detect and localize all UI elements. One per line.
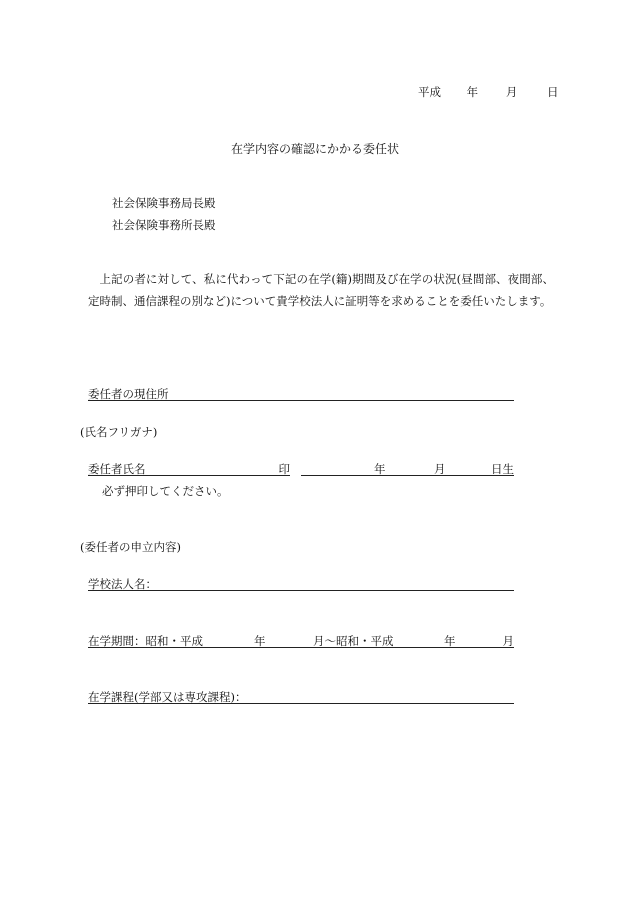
birth-day: 日生: [491, 462, 514, 476]
period-label: 在学期間：昭和・平成: [88, 634, 203, 648]
addressee-bureau: 社会保険事務局長殿: [112, 196, 216, 210]
school-corporation-label: 学校法人名：: [88, 577, 157, 591]
date-era: 平成: [418, 85, 441, 99]
name-kana-label: (氏名フリガナ): [80, 425, 158, 439]
birth-date-field: [301, 461, 514, 476]
delegation-statement: 上記の者に対して、私に代わって下記の在学(籍)期間及び在学の状況(昼間部、夜間部、定時制、通信課程の別など)について貴学校法人に証明等を求めることを委任いたします。: [88, 272, 554, 308]
course-label: 在学課程(学部又は専攻課程)：: [88, 690, 247, 704]
birth-year: 年: [374, 462, 386, 476]
date-day: 日: [546, 85, 559, 99]
signature-row: [88, 461, 514, 475]
period-month-start: 月〜昭和・平成: [313, 634, 394, 648]
delegator-name-field: [88, 461, 290, 476]
period-year-end: 年: [444, 634, 456, 648]
period-year-start: 年: [254, 634, 266, 648]
declaration-heading: (委任者の申立内容): [80, 540, 181, 554]
period-month-end: 月: [502, 634, 514, 648]
seal-mark: 印: [278, 462, 290, 476]
birth-month: 月: [434, 462, 446, 476]
document-title: 在学内容の確認にかかる委任状: [230, 142, 399, 156]
seal-note: 必ず押印してください。: [102, 484, 229, 498]
date-month: 月: [505, 85, 518, 99]
date-line: [418, 84, 558, 100]
addressee-office: 社会保険事務所長殿: [112, 218, 216, 232]
enrollment-period-field: [88, 633, 514, 648]
delegator-name-label: 委任者氏名: [88, 462, 146, 476]
school-corporation-field: [88, 576, 514, 591]
delegator-address-field: [88, 386, 514, 401]
date-year: 年: [466, 85, 479, 99]
course-field: [88, 689, 514, 704]
delegator-address-label: 委任者の現住所: [88, 387, 169, 401]
